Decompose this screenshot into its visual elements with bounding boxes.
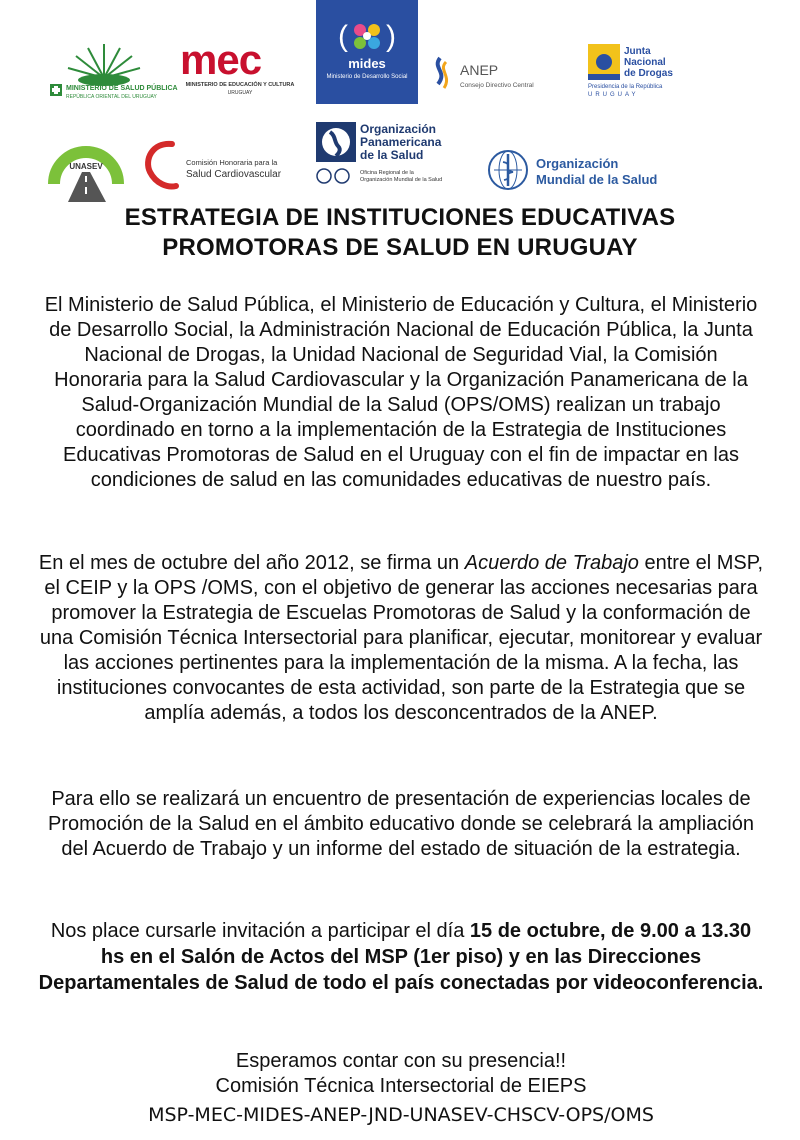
mec-subtitle: MINISTERIO DE EDUCACIÓN Y CULTURA [185, 82, 295, 88]
anep-subtitle: Consejo Directivo Central [460, 82, 534, 89]
unasev-logo [48, 132, 124, 204]
ops-line2: Panamericana [360, 135, 442, 149]
ops-sub1: Oficina Regional de la [360, 170, 414, 176]
oms-line1: Organización [536, 156, 619, 171]
oms-line2: Mundial de la Salud [536, 172, 658, 187]
msp-name: MINISTERIO DE SALUD PÚBLICA [66, 85, 178, 92]
chscv-line2: Salud Cardiovascular [186, 169, 282, 180]
mec-wordmark: mec [180, 36, 262, 83]
ops-globe-icon [316, 122, 356, 162]
jnd-country: URUGUAY [588, 92, 639, 98]
svg-text:): ) [386, 20, 396, 53]
invitation-details: 15 de octubre, de 9.00 a 13.30 hs en el Salón de Actos del MSP (1er piso) y en las Direcciones Departamentales de Salud de todo el país conectadas por videoconferencia. [38, 920, 764, 994]
document-title [40, 203, 760, 263]
closing [38, 1049, 764, 1099]
ops-line1: Organización [360, 122, 437, 136]
organizations-list: MSP-MEC-MIDES-ANEP-JND-UNASEV-CHSCV-OPS/OMS [148, 1104, 654, 1126]
mides-people-icon [316, 0, 418, 60]
ops-sub2: Organización Mundial de la Salud [360, 177, 443, 183]
anep-logo [430, 56, 560, 96]
unasev-wordmark: UNASEV [69, 162, 103, 171]
closing-line-1: Esperamos contar con su presencia!! [235, 1050, 567, 1072]
paragraph-2-rest: entre el MSP, el CEIP y la OPS /OMS, con el objetivo de generar las acciones necesarias para promover la Estrategia de Escuelas Promotoras de Salud y la conformación de una Comisión Técnica Intersectorial para planificar, ejecutar, monitorear y evaluar las acciones pertinentes para la implementación de la misma. A la fecha, las instituciones convocantes de esta actividad, son parte de la Estrategia que se amplía además, a todos los desconcentrados de la ANEP. [39, 552, 764, 724]
chscv-logo [142, 138, 302, 192]
closing-line-2: Comisión Técnica Intersectorial de EIEPS [215, 1075, 587, 1097]
chscv-line1: Comisión Honoraria para la [186, 158, 278, 167]
mides-wordmark: mides [348, 56, 386, 71]
mec-country: URUGUAY [227, 90, 253, 96]
anep-flame-icon [430, 56, 454, 92]
heart-icon [142, 138, 186, 192]
paragraph-2-agreement: Acuerdo de Trabajo [464, 552, 639, 574]
mides-logo [316, 0, 418, 104]
svg-text:(: ( [338, 20, 348, 53]
paragraph-3: Para ello se realizará un encuentro de presentación de experiencias locales de Promoción de la Salud en el ámbito educativo donde se celebrará la ampliación del Acuerdo de Trabajo y un informe del estado de situación de la estrategia. [48, 788, 754, 860]
jnd-sub: Presidencia de la República [588, 84, 663, 90]
ops-small-emblems-icon [316, 166, 356, 186]
paragraph-2 [38, 551, 764, 726]
jnd-sun-icon [588, 44, 620, 80]
mec-logo [176, 38, 304, 100]
title-line-1: ESTRATEGIA DE INSTITUCIONES EDUCATIVAS [124, 204, 676, 231]
ops-line3: de la Salud [360, 148, 424, 162]
paragraph-2-start: En el mes de octubre del año 2012, se firma un [38, 552, 465, 574]
jnd-logo [588, 44, 708, 100]
jnd-line1: Junta [624, 46, 651, 57]
ops-logo [316, 122, 482, 188]
msp-logo [44, 36, 178, 106]
anep-wordmark: ANEP [460, 62, 499, 78]
oms-logo [486, 148, 666, 192]
msp-country: REPÚBLICA ORIENTAL DEL URUGUAY [66, 94, 157, 100]
title-line-2: PROMOTORAS DE SALUD EN URUGUAY [162, 234, 638, 261]
invitation-text: Nos place cursarle invitación a participar el día [50, 920, 470, 942]
paragraph-1: El Ministerio de Salud Pública, el Ministerio de Educación y Cultura, el Ministerio de Desarrollo Social, la Administración Nacional de Educación Pública, la Junta Nacional de Drogas, la Unidad Nacional de Seguridad Vial, la Comisión Honoraria para la Salud Cardiovascular y la Organización Panamericana de la Salud-Organización Mundial de la Salud (OPS/OMS) realizan un trabajo coordinado en torno a la implementación de la Estrategia de Instituciones Educativas Promotoras de Salud en el Uruguay con el fin de impactar en las condiciones de salud en las comunidades educativas de nuestro país. [44, 294, 758, 491]
oms-emblem-icon [486, 148, 530, 192]
mides-subtitle: Ministerio de Desarrollo Social [326, 74, 408, 80]
invitation [38, 918, 764, 996]
jnd-line2: Nacional [624, 57, 666, 68]
jnd-line3: de Drogas [624, 68, 673, 79]
